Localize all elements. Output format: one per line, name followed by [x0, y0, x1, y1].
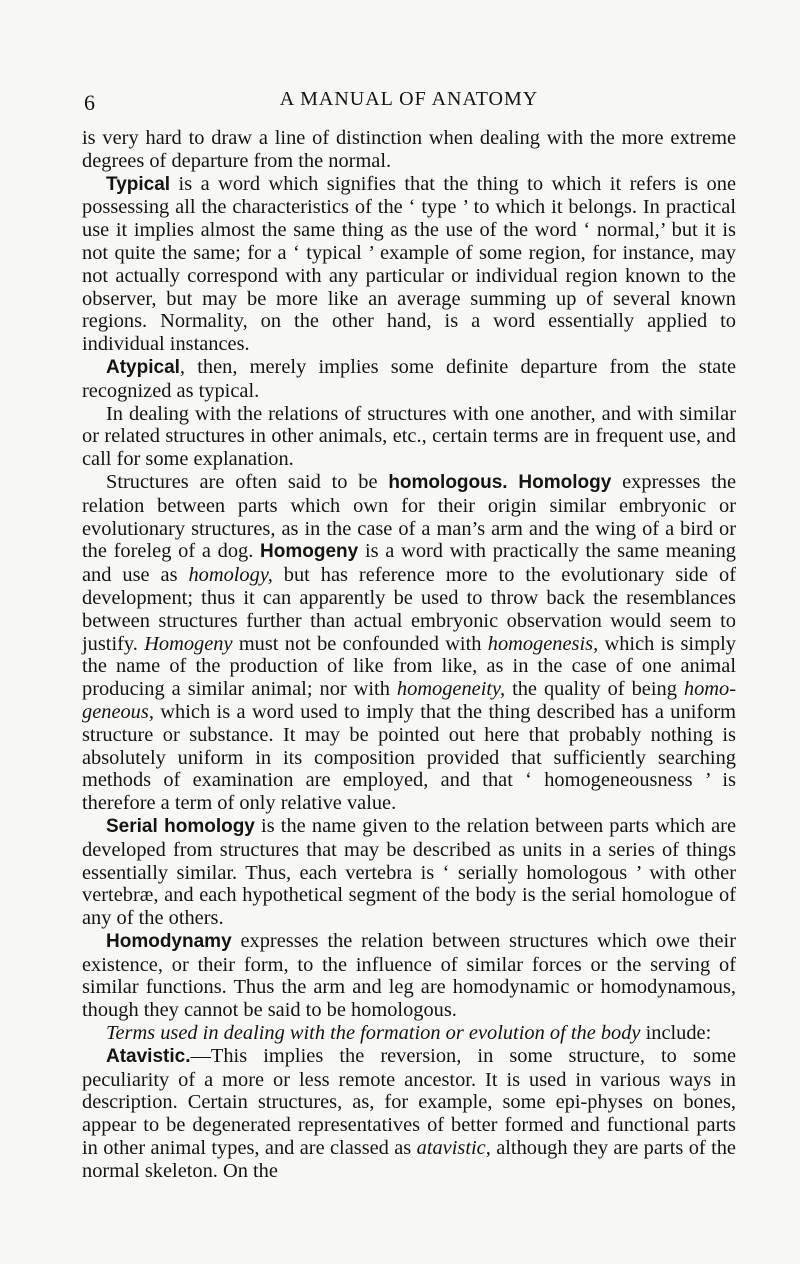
paragraph [82, 1022, 736, 1045]
page-header [82, 84, 736, 114]
text-run: must not be confounded with [232, 632, 488, 655]
bold-term: Typical [106, 173, 171, 195]
bold-term: Serial homology [106, 815, 255, 837]
italic-term: atavistic, [416, 1137, 491, 1160]
bold-term: Homodynamy [106, 930, 232, 952]
italic-term: homology, [188, 564, 273, 587]
paragraph [82, 356, 736, 403]
italic-term: Homogeny [144, 632, 233, 655]
italic-term: homogenesis, [487, 632, 599, 655]
paragraph [82, 471, 736, 815]
paragraph [82, 815, 736, 930]
text-run [508, 471, 519, 493]
italic-term: homogeneity, [396, 678, 506, 701]
bold-term: Homogeny [260, 541, 359, 563]
text-run: is a word which signifies that the thing to which it refers is one possessing all the characteristics of the ‘ type ’ to which it belongs. In practical use it implies almost the same thing as the use of the word ‘ normal,’ but it is not quite the same; for a ‘ typical ’ example of some region, for instance, may not actually correspond with any particular or individual region known to the observer, but may be more like an average summing up of several known regions. Normality, on the other hand, is a word essentially applied to individual instances. [82, 172, 736, 356]
paragraph [82, 930, 736, 1022]
italic-term: Terms used in dealing with the formation or evolution of the body [106, 1022, 641, 1045]
text-run: although they are parts of the normal skeleton. On the [82, 1137, 736, 1182]
text-run: is very hard to draw a line of distinction when dealing with the more extreme degrees of departure from the normal. [82, 127, 736, 172]
text-run: expresses the relation between parts which own for their origin similar embryonic or evolutionary structures, as in the case of a man’s arm and the wing of a bird or the foreleg of a dog. [82, 470, 736, 563]
bold-term: Homology [518, 471, 612, 493]
text-run: —This implies the reversion, in some structure, to some peculiarity of a more or less remote ancestor. It is used in various ways in description. Certain structures, as, for example, some epi-physes on bones, appear to be degenerated representatives of better formed and functional parts in other animal types, and are classed as [82, 1044, 736, 1160]
text-run: which is simply the name of the production of like from like, as in the case of one animal producing a similar animal; nor with [82, 632, 737, 701]
paragraph [82, 127, 736, 173]
page-number: 6 [84, 90, 95, 115]
paragraph [82, 173, 736, 356]
text-run: is a word with practically the same meaning and use as [82, 540, 736, 587]
running-head: A MANUAL OF ANATOMY [279, 88, 539, 110]
bold-term: Atavistic. [106, 1045, 191, 1067]
text-run: the quality of being [505, 678, 684, 701]
text-run: expresses the relation between structures which owe their existence, or their form, to the influence of similar forces or the serving of similar functions. Thus the arm and leg are homodynamic or homodynamous, though they cannot be said to be homologous. [82, 929, 736, 1022]
text-run: , then, merely implies some definite departure from the state recognized as typical. [82, 355, 736, 402]
text-run: Structures are often said to be [106, 470, 389, 493]
text-run: include: [640, 1022, 712, 1045]
bold-term: Atypical [106, 356, 180, 378]
text-run: is the name given to the relation between parts which are developed from structures that may be described as units in a series of things essentially similar. Thus, each vertebra is ‘ serially homologous ’ with other vertebræ, and each hypothetical segment of the body is the serial homologue of any of the others. [82, 814, 736, 930]
paragraph [82, 403, 736, 471]
paragraph [82, 1045, 736, 1183]
italic-term: homo-geneous, [82, 678, 736, 723]
text-run: which is a word used to imply that the thing described has a uniform structure or substance. It may be pointed out here that probably nothing is absolutely uniform in its composition provided that sufficiently searching methods of examination are employed, and that ‘ homogeneousness ’ is therefore a term of only relative value. [82, 700, 736, 815]
body-text [82, 127, 736, 1183]
text-run: In dealing with the relations of structures with one another, and with similar or related structures in other animals, etc., certain terms are in frequent use, and call for some explanation. [82, 402, 736, 471]
text-run: but has reference more to the evolutionary side of development; thus it can apparently be used to throw back the resemblances between structures further than actual embryonic observation would seem to justify. [82, 564, 736, 655]
bold-term: homologous. [388, 471, 508, 493]
